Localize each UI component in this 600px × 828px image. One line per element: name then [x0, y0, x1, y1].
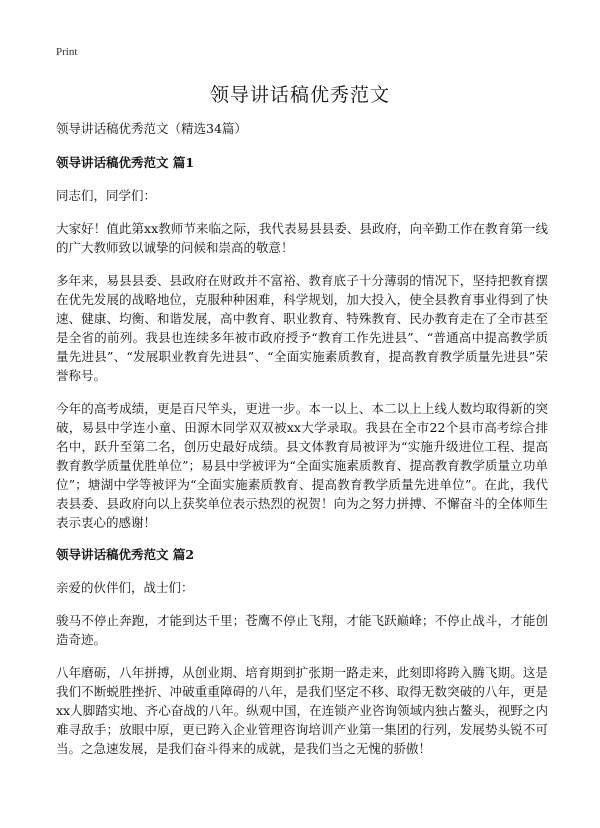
paragraph: 大家好！值此第xx教师节来临之际，我代表易县县委、县政府，向辛勤工作在教育第一线的广大教师致以诚挚的问候和崇高的敬意！	[56, 221, 548, 255]
document-body	[56, 120, 548, 772]
paragraph: 多年来，易县县委、县政府在财政并不富裕、教育底子十分薄弱的情况下，坚持把教育摆在优先发展的战略地位，克服种种困难，科学规划，加大投入，使全县教育事业得到了快速、健康、均衡、和谐发展，高中教育、职业教育、特殊教育、民办教育走在了全市甚至是全省的前列。我县也连续多年被市政府授予“教育工作先进县”、“普通高中提高教学质量先进县”、“发展职业教育先进县”、“全面实施素质教育，提高教育教学质量先进县”荣誉称号。	[56, 273, 548, 383]
section-heading: 领导讲话稿优秀范文 篇2	[56, 547, 195, 562]
paragraph: 今年的高考成绩，更是百尺竿头，更进一步。本一以上、本二以上上线人数均取得新的突破，易县中学连小童、田源木同学双双被xx大学录取。我县在全市22个县市高考综合排名中，跃升至第二名，创历史最好成绩。县文体教育局被评为“实施升级进位工程、提高教育教学质量优胜单位”；易县中学被评为“全面实施素质教育、提高教育教学质量立功单位”；塘湖中学等被评为“全面实施素质教育、提高教育教学质量先进单位”。在此，我代表县委、县政府向以上获奖单位表示热烈的祝贺！向为之努力拼搏、不懈奋斗的全体师生表示衷心的感谢！	[56, 401, 548, 530]
paragraph: 骏马不停止奔跑，才能到达千里；苍鹰不停止飞翔，才能飞跃巅峰；不停止战斗，才能创造奇迹。	[56, 613, 548, 647]
section-heading: 领导讲话稿优秀范文 篇1	[56, 155, 195, 170]
paragraph: 八年磨砺，八年拼搏，从创业期、培育期到扩张期一路走来，此刻即将跨入腾飞期。这是我们不断蜕胜挫折、冲破重重障碍的八年，是我们坚定不移、取得无数突破的八年，更是xx人脚踏实地、齐心奋战的八年。纵观中国，在连锁产业咨询领域内独占鳌头，视野之内难寻敌手；放眼中原，更已跨入企业管理咨询培训产业第一集团的行列，发展势头锐不可当。之急速发展，是我们奋斗得来的成就，是我们当之无愧的骄傲！	[56, 665, 548, 756]
paragraph: 亲爱的伙伴们，战士们：	[56, 580, 194, 595]
paragraph: 同志们，同学们：	[56, 188, 157, 203]
section-1	[56, 154, 548, 532]
print-label: Print	[56, 46, 78, 58]
document-title: 领导讲话稿优秀范文	[209, 84, 390, 106]
section-2	[56, 546, 548, 758]
document-subtitle: 领导讲话稿优秀范文（精选34篇）	[56, 121, 247, 136]
